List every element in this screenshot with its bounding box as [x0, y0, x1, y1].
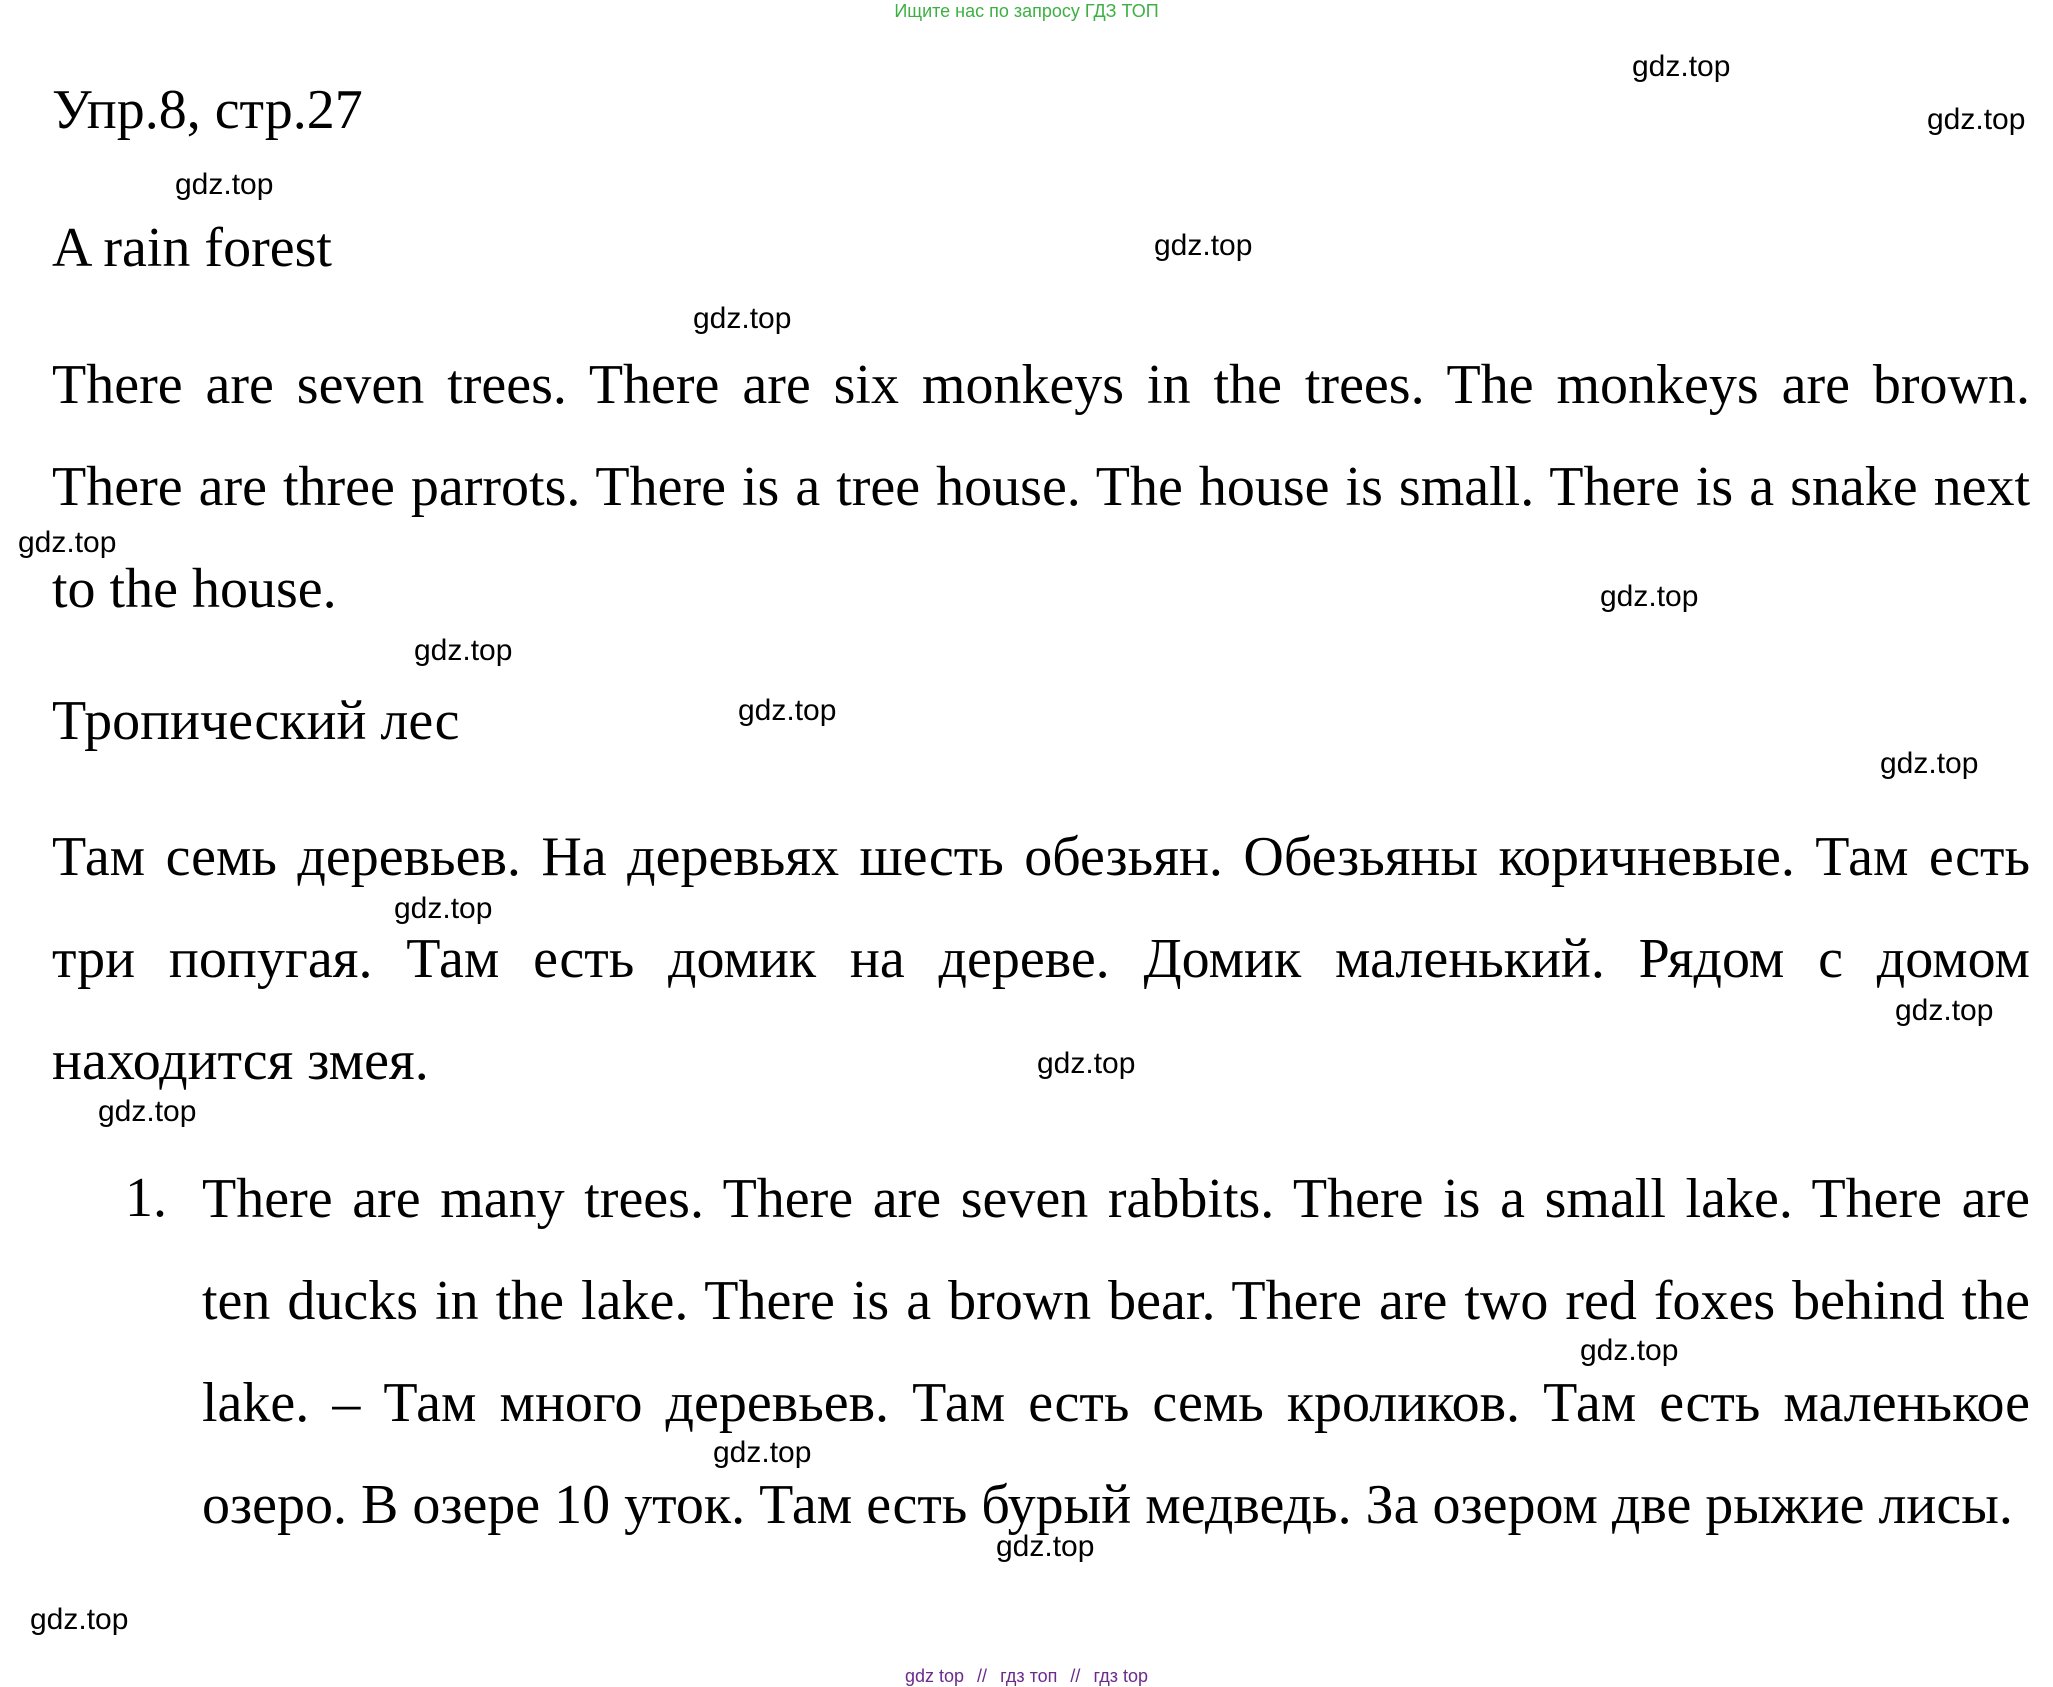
watermark: gdz.top	[1632, 50, 1731, 83]
watermark: gdz.top	[394, 892, 493, 925]
watermark: gdz.top	[1154, 229, 1253, 262]
watermark: gdz.top	[1927, 103, 2026, 136]
footer-separator: //	[977, 1666, 988, 1686]
watermark: gdz.top	[996, 1530, 1095, 1563]
watermark: gdz.top	[98, 1095, 197, 1128]
watermark: gdz.top	[30, 1603, 129, 1636]
russian-heading: Тропический лес	[52, 690, 460, 752]
english-heading: A rain forest	[52, 217, 332, 279]
list-item-text: There are many trees. There are seven rabbits. There is a small lake. There are ten ducks in the lake. There is a brown bear. There are two red foxes behind the lake. – Там много деревьев. Там есть семь кроликов. Там есть маленькое озеро. В озере 10 уток. Там есть бурый медведь. За озером две рыжие лисы.	[202, 1168, 2030, 1536]
watermark: gdz.top	[1037, 1047, 1136, 1080]
watermark: gdz.top	[693, 302, 792, 335]
watermark: gdz.top	[175, 168, 274, 201]
watermark: gdz.top	[414, 634, 513, 667]
russian-paragraph: Там семь деревьев. На деревьях шесть обезьян. Обезьяны коричневые. Там есть три попугая. Там есть домик на дереве. Домик маленький. Рядом с домом находится змея.	[52, 826, 2030, 1092]
footer-link[interactable]: gdz top	[904, 1666, 965, 1686]
watermark: gdz.top	[18, 526, 117, 559]
watermark: gdz.top	[738, 694, 837, 727]
watermark: gdz.top	[1880, 747, 1979, 780]
watermark: gdz.top	[1580, 1334, 1679, 1367]
top-banner: Ищите нас по запросу ГДЗ ТОП	[894, 1, 1159, 21]
footer-banner	[0, 1665, 2053, 1687]
watermark: gdz.top	[1600, 580, 1699, 613]
watermark: gdz.top	[1895, 994, 1994, 1027]
exercise-title: Упр.8, стр.27	[52, 79, 363, 141]
footer-separator: //	[1070, 1666, 1081, 1686]
footer-link[interactable]: гдз топ	[1000, 1666, 1058, 1686]
english-paragraph: There are seven trees. There are six monkeys in the trees. The monkeys are brown. There are three parrots. There is a tree house. The house is small. There is a snake next to the house.	[52, 354, 2030, 620]
watermark: gdz.top	[713, 1436, 812, 1469]
list-number: 1.	[125, 1167, 167, 1229]
footer-link[interactable]: гдз top	[1093, 1666, 1148, 1686]
